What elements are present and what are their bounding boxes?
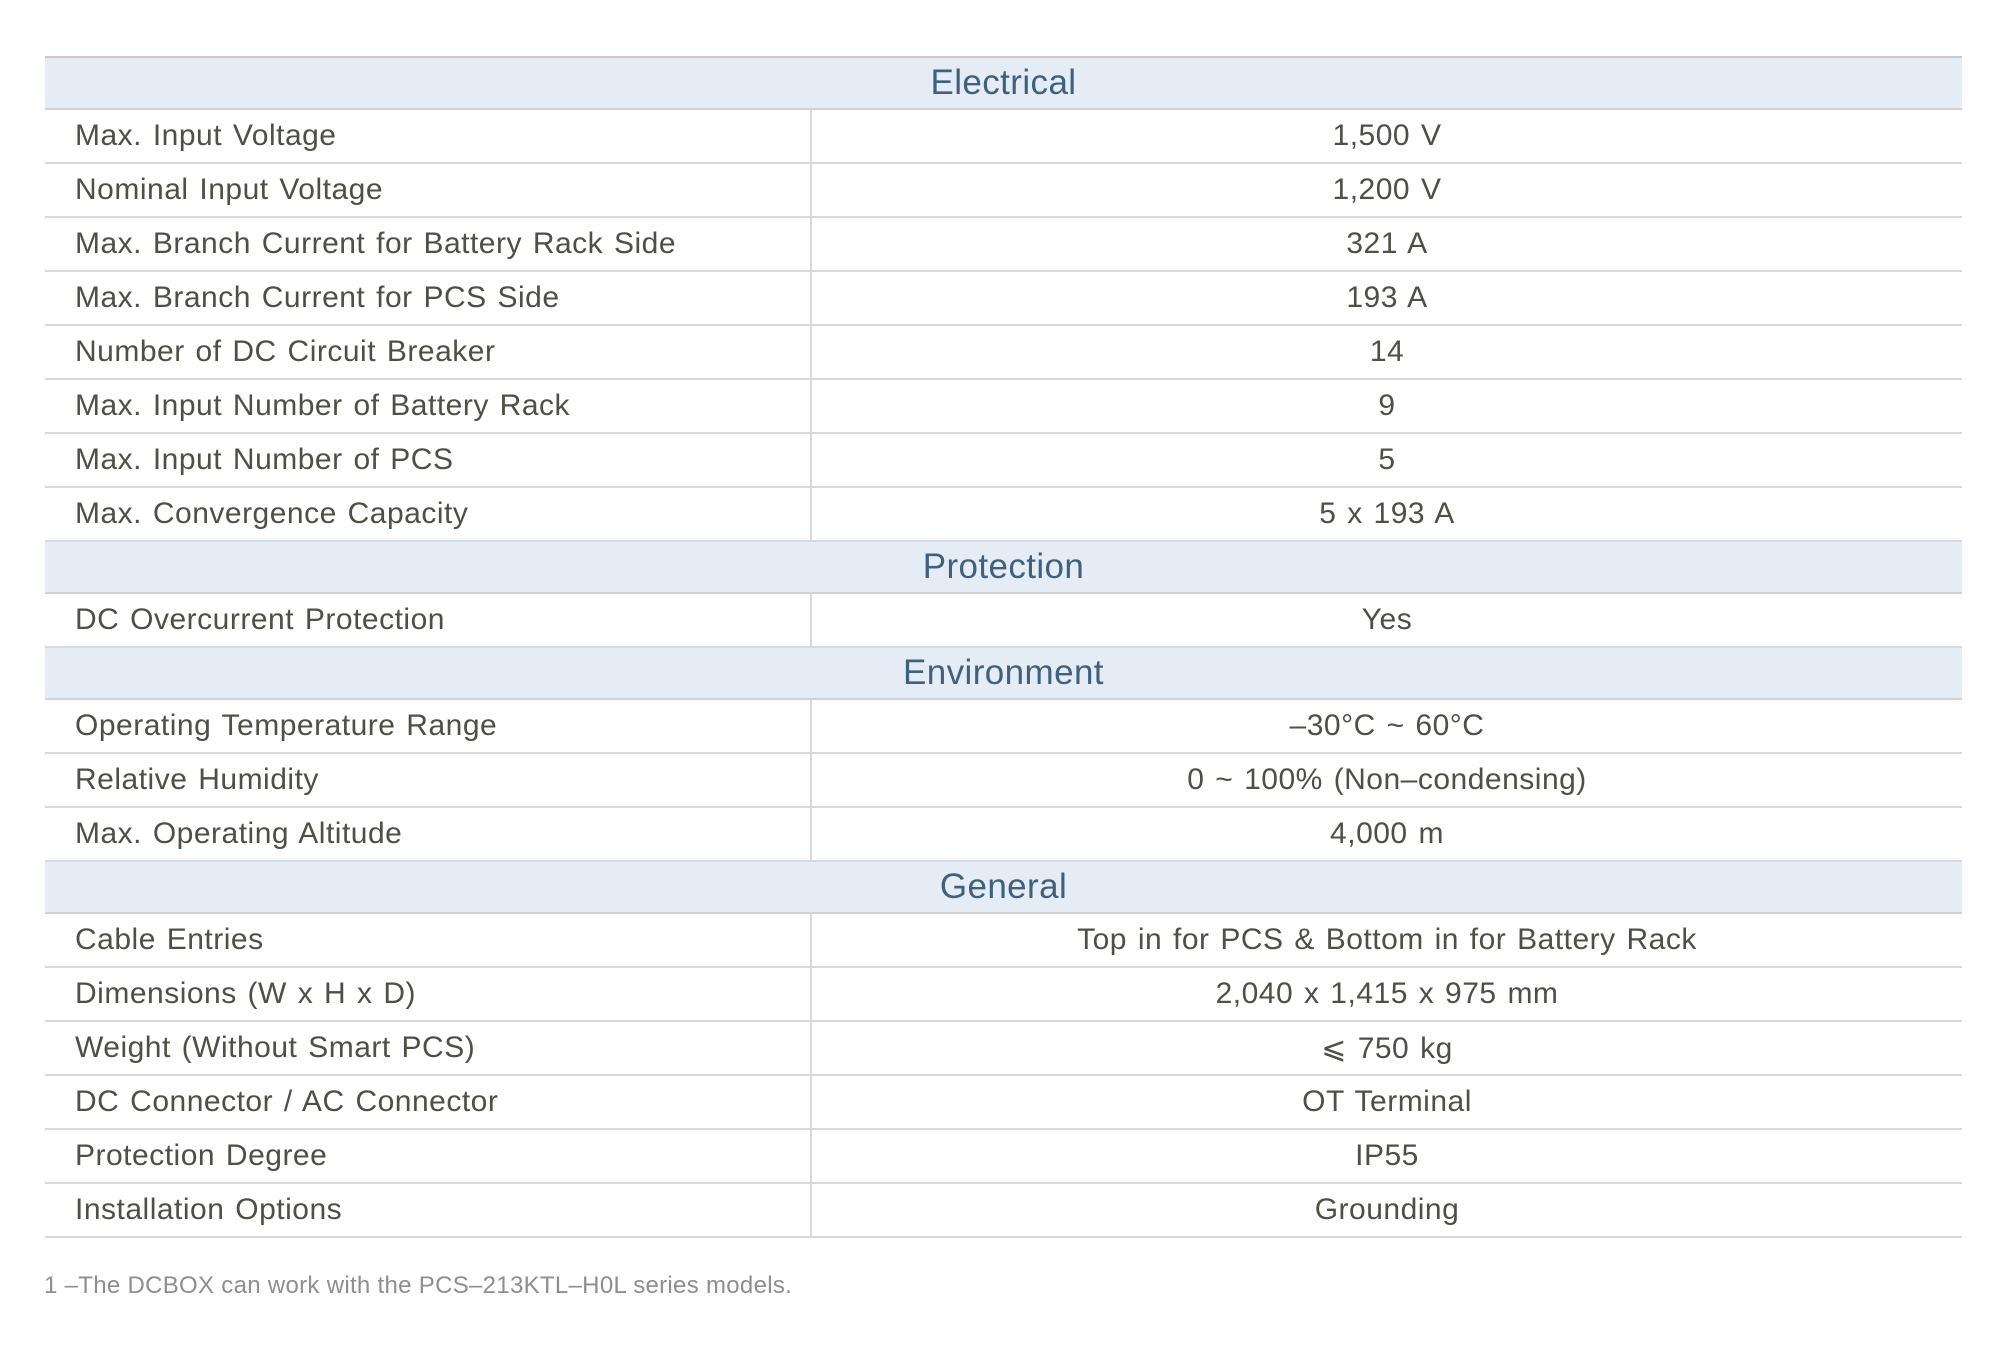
spec-value: 4,000 m: [1330, 817, 1444, 850]
spec-label: Weight (Without Smart PCS): [45, 1022, 812, 1074]
section-header-general: General: [45, 862, 1962, 914]
section-header-environment: Environment: [45, 648, 1962, 700]
spec-value: –30°C ~ 60°C: [1289, 709, 1485, 742]
spec-row: [45, 218, 1962, 272]
spec-value: 9: [1378, 389, 1396, 422]
spec-row: [45, 1076, 1962, 1130]
spec-row: [45, 110, 1962, 164]
spec-label: Max. Branch Current for PCS Side: [45, 272, 812, 324]
spec-label: Max. Input Voltage: [45, 110, 812, 162]
spec-label: Max. Input Number of PCS: [45, 434, 812, 486]
spec-value: 5: [1378, 443, 1396, 476]
spec-value: ⩽ 750 kg: [1321, 1031, 1453, 1065]
spec-label: Dimensions (W x H x D): [45, 968, 812, 1020]
spec-value: 14: [1369, 335, 1405, 368]
spec-row: [45, 700, 1962, 754]
spec-label: Nominal Input Voltage: [45, 164, 812, 216]
spec-label: Max. Operating Altitude: [45, 808, 812, 860]
spec-row: [45, 594, 1962, 648]
spec-value: 2,040 x 1,415 x 975 mm: [1215, 977, 1559, 1010]
spec-label: Max. Branch Current for Battery Rack Side: [45, 218, 812, 270]
spec-table: [45, 56, 1962, 1238]
section-header-protection: Protection: [45, 542, 1962, 594]
spec-label: Max. Convergence Capacity: [45, 488, 812, 540]
spec-row: [45, 968, 1962, 1022]
spec-row: [45, 380, 1962, 434]
spec-row: [45, 808, 1962, 862]
spec-value: 1,500 V: [1332, 119, 1442, 152]
spec-value: Yes: [1361, 603, 1413, 636]
spec-value: IP55: [1355, 1139, 1419, 1172]
spec-row: [45, 754, 1962, 808]
section-header-electrical: Electrical: [45, 58, 1962, 110]
spec-row: [45, 1130, 1962, 1184]
spec-label: Operating Temperature Range: [45, 700, 812, 752]
spec-label: Installation Options: [45, 1184, 812, 1236]
spec-label: Relative Humidity: [45, 754, 812, 806]
spec-row: [45, 1184, 1962, 1238]
spec-row: [45, 272, 1962, 326]
spec-label: Max. Input Number of Battery Rack: [45, 380, 812, 432]
spec-label: Protection Degree: [45, 1130, 812, 1182]
spec-label: Number of DC Circuit Breaker: [45, 326, 812, 378]
spec-value: Top in for PCS & Bottom in for Battery Rack: [1077, 923, 1697, 956]
spec-row: [45, 164, 1962, 218]
footnote: 1 –The DCBOX can work with the PCS–213KTL–H0L series models.: [44, 1272, 793, 1299]
spec-row: [45, 326, 1962, 380]
spec-label: Cable Entries: [45, 914, 812, 966]
spec-label: DC Overcurrent Protection: [45, 594, 812, 646]
spec-value: 0 ~ 100% (Non–condensing): [1187, 763, 1587, 796]
spec-value: 321 A: [1346, 227, 1428, 260]
spec-value: OT Terminal: [1302, 1085, 1472, 1118]
spec-value: 193 A: [1346, 281, 1428, 314]
spec-value: 1,200 V: [1332, 173, 1442, 206]
spec-label: DC Connector / AC Connector: [45, 1076, 812, 1128]
spec-row: [45, 434, 1962, 488]
spec-row: [45, 914, 1962, 968]
spec-row: [45, 1022, 1962, 1076]
spec-row: [45, 488, 1962, 542]
spec-value: Grounding: [1314, 1193, 1460, 1226]
spec-value: 5 x 193 A: [1319, 497, 1455, 530]
